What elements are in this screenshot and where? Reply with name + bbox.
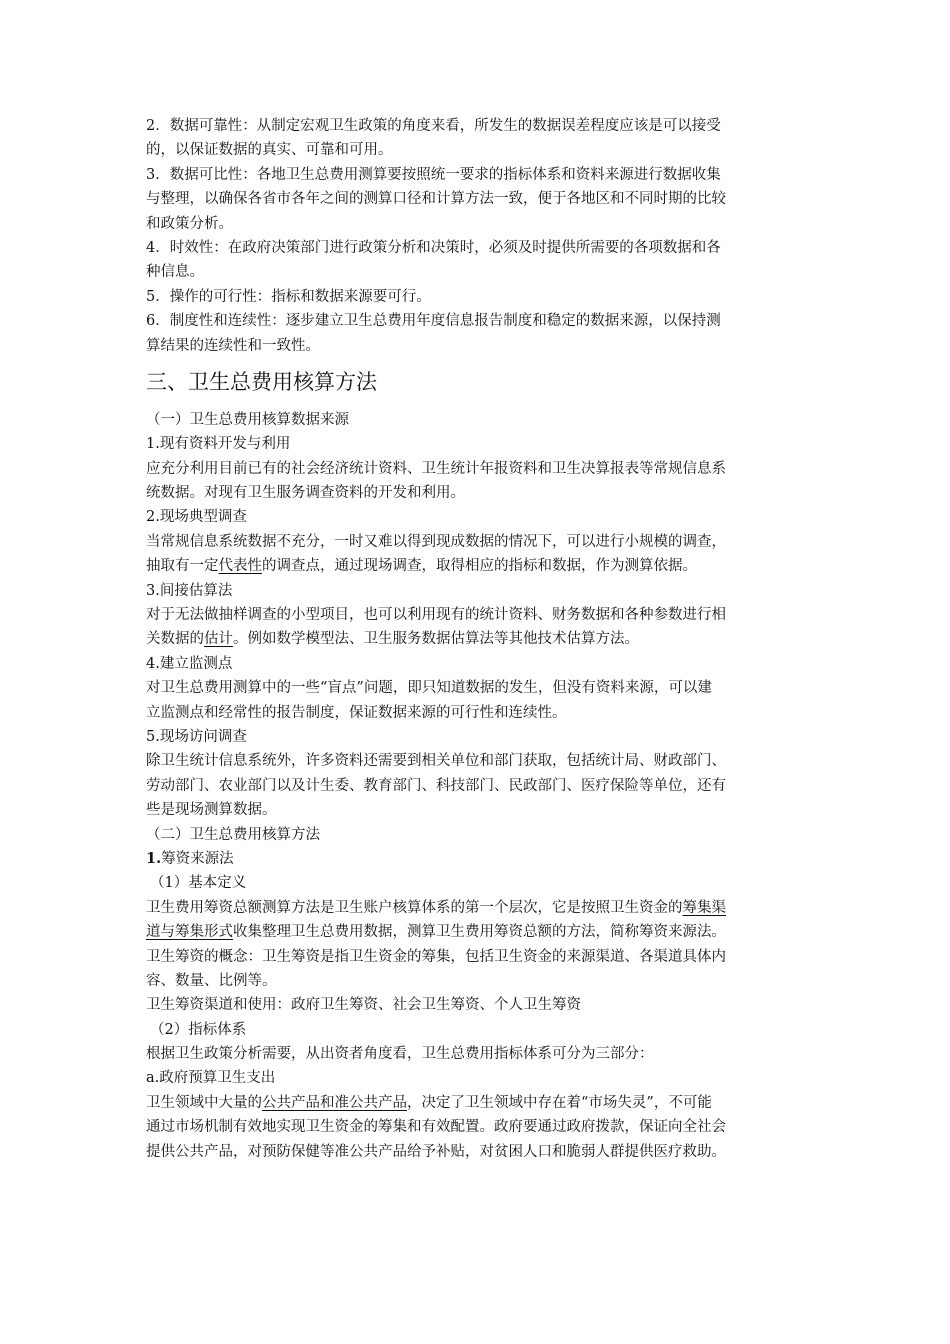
text-line: 种信息。 — [146, 264, 204, 281]
text-line: 4．时效性：在政府决策部门进行政策分析和决策时，必须及时提供所需要的各项数据和各 — [146, 239, 721, 256]
text-line: 6．制度性和连续性：逐步建立卫生总费用年度信息报告制度和稳定的数据来源，以保持测 — [146, 313, 721, 330]
text-line: 对于无法做抽样调查的小型项目，也可以利用现有的统计资料、财务数据和各种参数进行相 — [146, 607, 726, 624]
text-line: 应充分利用目前已有的社会经济统计资料、卫生统计年报资料和卫生决算报表等常规信息系 — [146, 460, 726, 477]
text-line: 根据卫生政策分析需要，从出资者角度看，卫生总费用指标体系可分为三部分： — [146, 1046, 654, 1063]
text-line: 提供公共产品，对预防保健等准公共产品给予补贴，对贫困人口和脆弱人群提供医疗救助。 — [146, 1143, 726, 1160]
item-heading — [146, 847, 814, 871]
text-span: 卫生费用筹资总额测算方法是卫生账户核算体系的第一个层次，它是按照卫生资金的 — [146, 899, 683, 916]
text-line — [146, 554, 814, 578]
text-line: 卫生筹资渠道和使用：政府卫生筹资、社会卫生筹资、个人卫生筹资 — [146, 997, 581, 1014]
text-span: 收集整理卫生总费用数据，测算卫生费用筹资总额的方法，简称筹资来源法。 — [233, 924, 726, 941]
subsection-heading: （二）卫生总费用核算方法 — [146, 826, 320, 843]
text-line — [146, 896, 814, 920]
text-line: 算结果的连续性和一致性。 — [146, 337, 320, 354]
section-heading: 三、卫生总费用核算方法 — [146, 369, 377, 394]
text-line: 和政策分析。 — [146, 215, 233, 232]
text-line: 2．数据可靠性：从制定宏观卫生政策的角度来看，所发生的数据误差程度应该是可以接受 — [146, 118, 721, 134]
text-line: 与整理，以确保各省市各年之间的测算口径和计算方法一致，便于各地区和不同时期的比较 — [146, 191, 726, 208]
item-heading: a.政府预算卫生支出 — [146, 1070, 276, 1087]
document-page — [146, 114, 814, 1164]
text-line: 劳动部门、农业部门以及计生委、教育部门、科技部门、民政部门、医疗保险等单位，还有 — [146, 777, 726, 794]
text-span: 抽取有一定 — [146, 558, 219, 575]
text-line: 统数据。对现有卫生服务调查资料的开发和利用。 — [146, 485, 465, 502]
hyperlink-guji[interactable]: 估计 — [204, 631, 233, 648]
item-heading: 4.建立监测点 — [146, 655, 233, 672]
item-heading: 3.间接估算法 — [146, 582, 233, 599]
text-line: 立监测点和经常性的报告制度，保证数据来源的可行性和连续性。 — [146, 704, 567, 721]
text-line: 除卫生统计信息系统外，许多资料还需要到相关单位和部门获取，包括统计局、财政部门、 — [146, 753, 726, 770]
item-heading: 1.现有资料开发与利用 — [146, 436, 291, 453]
hyperlink-chouji-qudao[interactable]: 筹集渠 — [682, 899, 726, 916]
text-line — [146, 1091, 814, 1115]
text-line: 的，以保证数据的真实、可靠和可用。 — [146, 142, 393, 159]
text-span: 卫生领域中大量的 — [146, 1094, 262, 1111]
text-line: 卫生筹资的概念：卫生筹资是指卫生资金的筹集，包括卫生资金的来源渠道、各渠道具体内 — [146, 948, 726, 965]
text-line: 当常规信息系统数据不充分，一时又难以得到现成数据的情况下，可以进行小规模的调查， — [146, 533, 726, 550]
text-line: 5．操作的可行性：指标和数据来源要可行。 — [146, 288, 431, 305]
hyperlink-gonggong-chanpin[interactable]: 公共产品和准公共产品 — [262, 1094, 407, 1111]
item-number: 1. — [146, 849, 162, 867]
sub-heading: （1）基本定义 — [150, 875, 247, 892]
subsection-heading: （一）卫生总费用核算数据来源 — [146, 411, 349, 428]
text-line: 通过市场机制有效地实现卫生资金的筹集和有效配置。政府要通过政府拨款，保证向全社会 — [146, 1119, 726, 1136]
text-line: 些是现场测算数据。 — [146, 802, 277, 819]
text-line: 3．数据可比性：各地卫生总费用测算要按照统一要求的指标体系和资料来源进行数据收集 — [146, 166, 721, 183]
item-heading-text: 筹资来源法 — [161, 850, 234, 867]
text-line — [146, 920, 814, 944]
sub-heading: （2）指标体系 — [150, 1021, 247, 1038]
item-heading: 2.现场典型调查 — [146, 509, 247, 526]
hyperlink-chouji-qudao-cont[interactable]: 道与筹集形式 — [146, 924, 233, 941]
text-span: 。例如数学模型法、卫生服务数据估算法等其他技术估算方法。 — [233, 631, 639, 648]
text-line: 容、数量、比例等。 — [146, 972, 277, 989]
item-heading: 5.现场访问调查 — [146, 728, 247, 745]
text-span: ，决定了卫生领域中存在着“市场失灵”，不可能 — [407, 1094, 712, 1111]
text-line — [146, 627, 814, 651]
text-span: 的调查点，通过现场调查，取得相应的指标和数据，作为测算依据。 — [262, 558, 697, 575]
text-line: 对卫生总费用测算中的一些“盲点”问题，即只知道数据的发生，但没有资料来源，可以建 — [146, 680, 712, 697]
hyperlink-daibiaoxing[interactable]: 代表性 — [218, 558, 262, 575]
text-span: 关数据的 — [146, 631, 204, 648]
